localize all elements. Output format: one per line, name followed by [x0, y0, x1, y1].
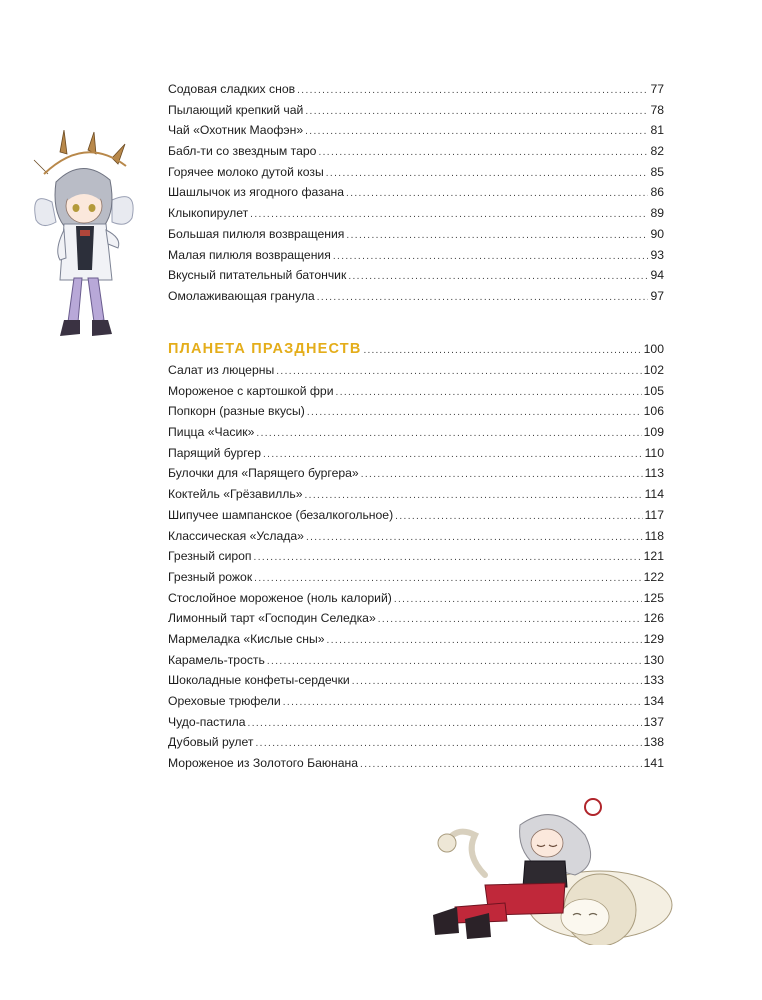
toc-entry-title: Стослойное мороженое (ноль калорий): [168, 590, 392, 605]
leader-dots: [305, 102, 648, 123]
toc-entry-title: Пицца «Часик»: [168, 425, 255, 440]
toc-entry-title: Лимонный тарт «Господин Селедка»: [168, 611, 376, 626]
toc-entry[interactable]: [168, 245, 664, 266]
leader-dots: [317, 288, 649, 309]
toc-entry-page: 77: [650, 82, 664, 96]
toc-entry-page: 93: [650, 247, 664, 262]
leader-dots: [333, 247, 649, 268]
sleeping-girl-and-lion-illustration: [425, 795, 680, 945]
toc-entry-page: 126: [643, 611, 664, 626]
toc-entry-page: 114: [644, 487, 664, 502]
toc-entry[interactable]: [168, 401, 664, 422]
leader-dots: [250, 205, 648, 226]
toc-entry-page: 121: [643, 549, 664, 564]
toc-entry-page: 133: [643, 673, 664, 688]
leader-dots: [361, 465, 643, 486]
toc-entry-page: 86: [650, 185, 664, 200]
toc-entry-title: Чудо-пастила: [168, 714, 246, 729]
toc-entry[interactable]: [168, 360, 664, 381]
toc-entry-page: 81: [650, 123, 664, 138]
toc-entry[interactable]: [168, 505, 664, 526]
leader-dots: [352, 672, 642, 693]
toc-entry-title: Мороженое из Золотого Баюнана: [168, 756, 359, 771]
section-page: 100: [643, 342, 664, 356]
toc-entry[interactable]: [168, 265, 664, 286]
leader-dots: [305, 122, 648, 143]
leader-dots: [364, 340, 642, 362]
toc-entry-title: Шашлычок из ягодного фазана: [168, 185, 345, 200]
leader-dots: [263, 445, 643, 466]
toc-entry[interactable]: [168, 141, 664, 162]
toc-entry-page: 137: [643, 714, 664, 729]
leader-dots: [307, 403, 642, 424]
toc-entry[interactable]: [168, 526, 664, 547]
toc-entry-page: 94: [650, 268, 664, 283]
toc-entry-title: Большая пилюля возвращения: [168, 226, 345, 241]
leader-dots: [348, 267, 648, 288]
toc-entry-title: Карамель-трость: [168, 652, 265, 667]
toc-entry[interactable]: [168, 588, 664, 609]
toc-entry[interactable]: [168, 650, 664, 671]
leader-dots: [318, 143, 648, 164]
toc-entry-title: Вкусный питательный батончик: [168, 268, 347, 283]
toc-entry[interactable]: [168, 286, 664, 307]
toc-entry-title: Чай «Охотник Маофэн»: [168, 123, 304, 138]
toc-entry-title: Салат из люцерны: [168, 363, 275, 377]
toc-entry-title: Шоколадные конфеты-сердечки: [168, 673, 350, 688]
toc-entry[interactable]: [168, 463, 664, 484]
leader-dots: [395, 507, 642, 528]
leader-dots: [326, 164, 649, 185]
leader-dots: [267, 652, 642, 673]
toc-entry-title: Дубовый рулет: [168, 735, 254, 750]
toc-entry[interactable]: [168, 79, 664, 100]
toc-entry-title: Парящий бургер: [168, 445, 261, 460]
toc-entry-page: 117: [644, 507, 664, 522]
leader-dots: [346, 226, 648, 247]
toc-entry-page: 138: [643, 735, 664, 750]
toc-entry[interactable]: [168, 162, 664, 183]
leader-dots: [254, 548, 642, 569]
toc-entry[interactable]: [168, 443, 664, 464]
toc-entry[interactable]: [168, 100, 664, 121]
leader-dots: [378, 610, 642, 631]
toc-entry[interactable]: [168, 381, 664, 402]
toc-entry-page: 129: [643, 631, 664, 646]
leader-dots: [255, 734, 641, 755]
toc-entry[interactable]: [168, 546, 664, 567]
toc-entry-page: 109: [643, 425, 664, 440]
section-heading[interactable]: [168, 338, 664, 360]
toc-entry-title: Содовая сладких снов: [168, 82, 296, 96]
toc-entry-title: Ореховые трюфели: [168, 694, 281, 708]
toc-entry[interactable]: [168, 422, 664, 443]
toc-entry[interactable]: [168, 670, 664, 691]
toc-list-2: [168, 360, 664, 774]
toc-entry-page: 82: [650, 144, 664, 159]
toc-entry[interactable]: [168, 629, 664, 650]
toc-entry-page: 113: [644, 466, 664, 481]
toc-entry-page: 141: [643, 756, 664, 771]
toc-entry-title: Пылающий крепкий чай: [168, 102, 304, 117]
toc-entry-page: 110: [644, 445, 664, 460]
leader-dots: [254, 569, 641, 590]
toc-entry-title: Попкорн (разные вкусы): [168, 404, 305, 419]
winged-character-illustration: [30, 130, 140, 345]
toc-entry-title: Булочки для «Парящего бургера»: [168, 466, 359, 481]
leader-dots: [304, 486, 642, 507]
toc-entry-title: Шипучее шампанское (безалкогольное): [168, 507, 394, 522]
toc-entry[interactable]: [168, 484, 664, 505]
leader-dots: [327, 631, 642, 652]
toc-entry[interactable]: [168, 691, 664, 712]
toc-entry-title: Омолаживающая гранула: [168, 288, 315, 303]
toc-entry[interactable]: [168, 732, 664, 753]
section-title: ПЛАНЕТА ПРАЗДНЕСТВ: [168, 341, 362, 357]
toc-entry-page: 122: [643, 569, 664, 584]
toc-entry-title: Мармеладка «Кислые сны»: [168, 631, 325, 646]
toc-entry-title: Классическая «Услада»: [168, 528, 304, 543]
toc-entry-title: Коктейль «Грёзавилль»: [168, 487, 303, 502]
toc-entry-title: Клыкопирулет: [168, 206, 249, 221]
toc-entry-title: Мороженое с картошкой фри: [168, 383, 334, 398]
toc-entry[interactable]: [168, 712, 664, 733]
toc-entry[interactable]: [168, 224, 664, 245]
toc-entry-page: 90: [650, 226, 664, 241]
toc-entry-title: Малая пилюля возвращения: [168, 247, 331, 262]
toc-entry-page: 78: [650, 102, 664, 117]
toc-entry-title: Бабл-ти со звездным таро: [168, 144, 317, 159]
toc-entry[interactable]: [168, 120, 664, 141]
toc-entry-title: Горячее молоко дутой козы: [168, 164, 324, 179]
leader-dots: [248, 714, 642, 735]
leader-dots: [297, 81, 648, 102]
leader-dots: [360, 755, 642, 776]
toc-entry-title: Грезный сироп: [168, 549, 252, 564]
toc-entry[interactable]: [168, 608, 664, 629]
toc-entry-page: 97: [650, 288, 664, 303]
toc-entry[interactable]: [168, 203, 664, 224]
leader-dots: [336, 383, 642, 404]
toc-entry-page: 134: [643, 694, 664, 708]
toc-entry-page: 125: [643, 590, 664, 605]
toc-entry[interactable]: [168, 567, 664, 588]
toc-entry-page: 130: [643, 652, 664, 667]
leader-dots: [346, 184, 648, 205]
toc-entry-page: 89: [650, 206, 664, 221]
toc-entry-page: 118: [644, 528, 664, 543]
toc-entry[interactable]: [168, 753, 664, 774]
toc-entry-title: Грезный рожок: [168, 569, 253, 584]
leader-dots: [276, 362, 641, 383]
toc-entry-page: 106: [643, 404, 664, 419]
toc-list-1: [168, 79, 664, 307]
leader-dots: [394, 590, 642, 611]
leader-dots: [283, 693, 642, 714]
leader-dots: [306, 528, 643, 549]
leader-dots: [256, 424, 641, 445]
toc-entry-page: 105: [643, 383, 664, 398]
toc-entry-page: 85: [650, 164, 664, 179]
toc-entry[interactable]: [168, 182, 664, 203]
toc-entry-page: 102: [643, 363, 664, 377]
